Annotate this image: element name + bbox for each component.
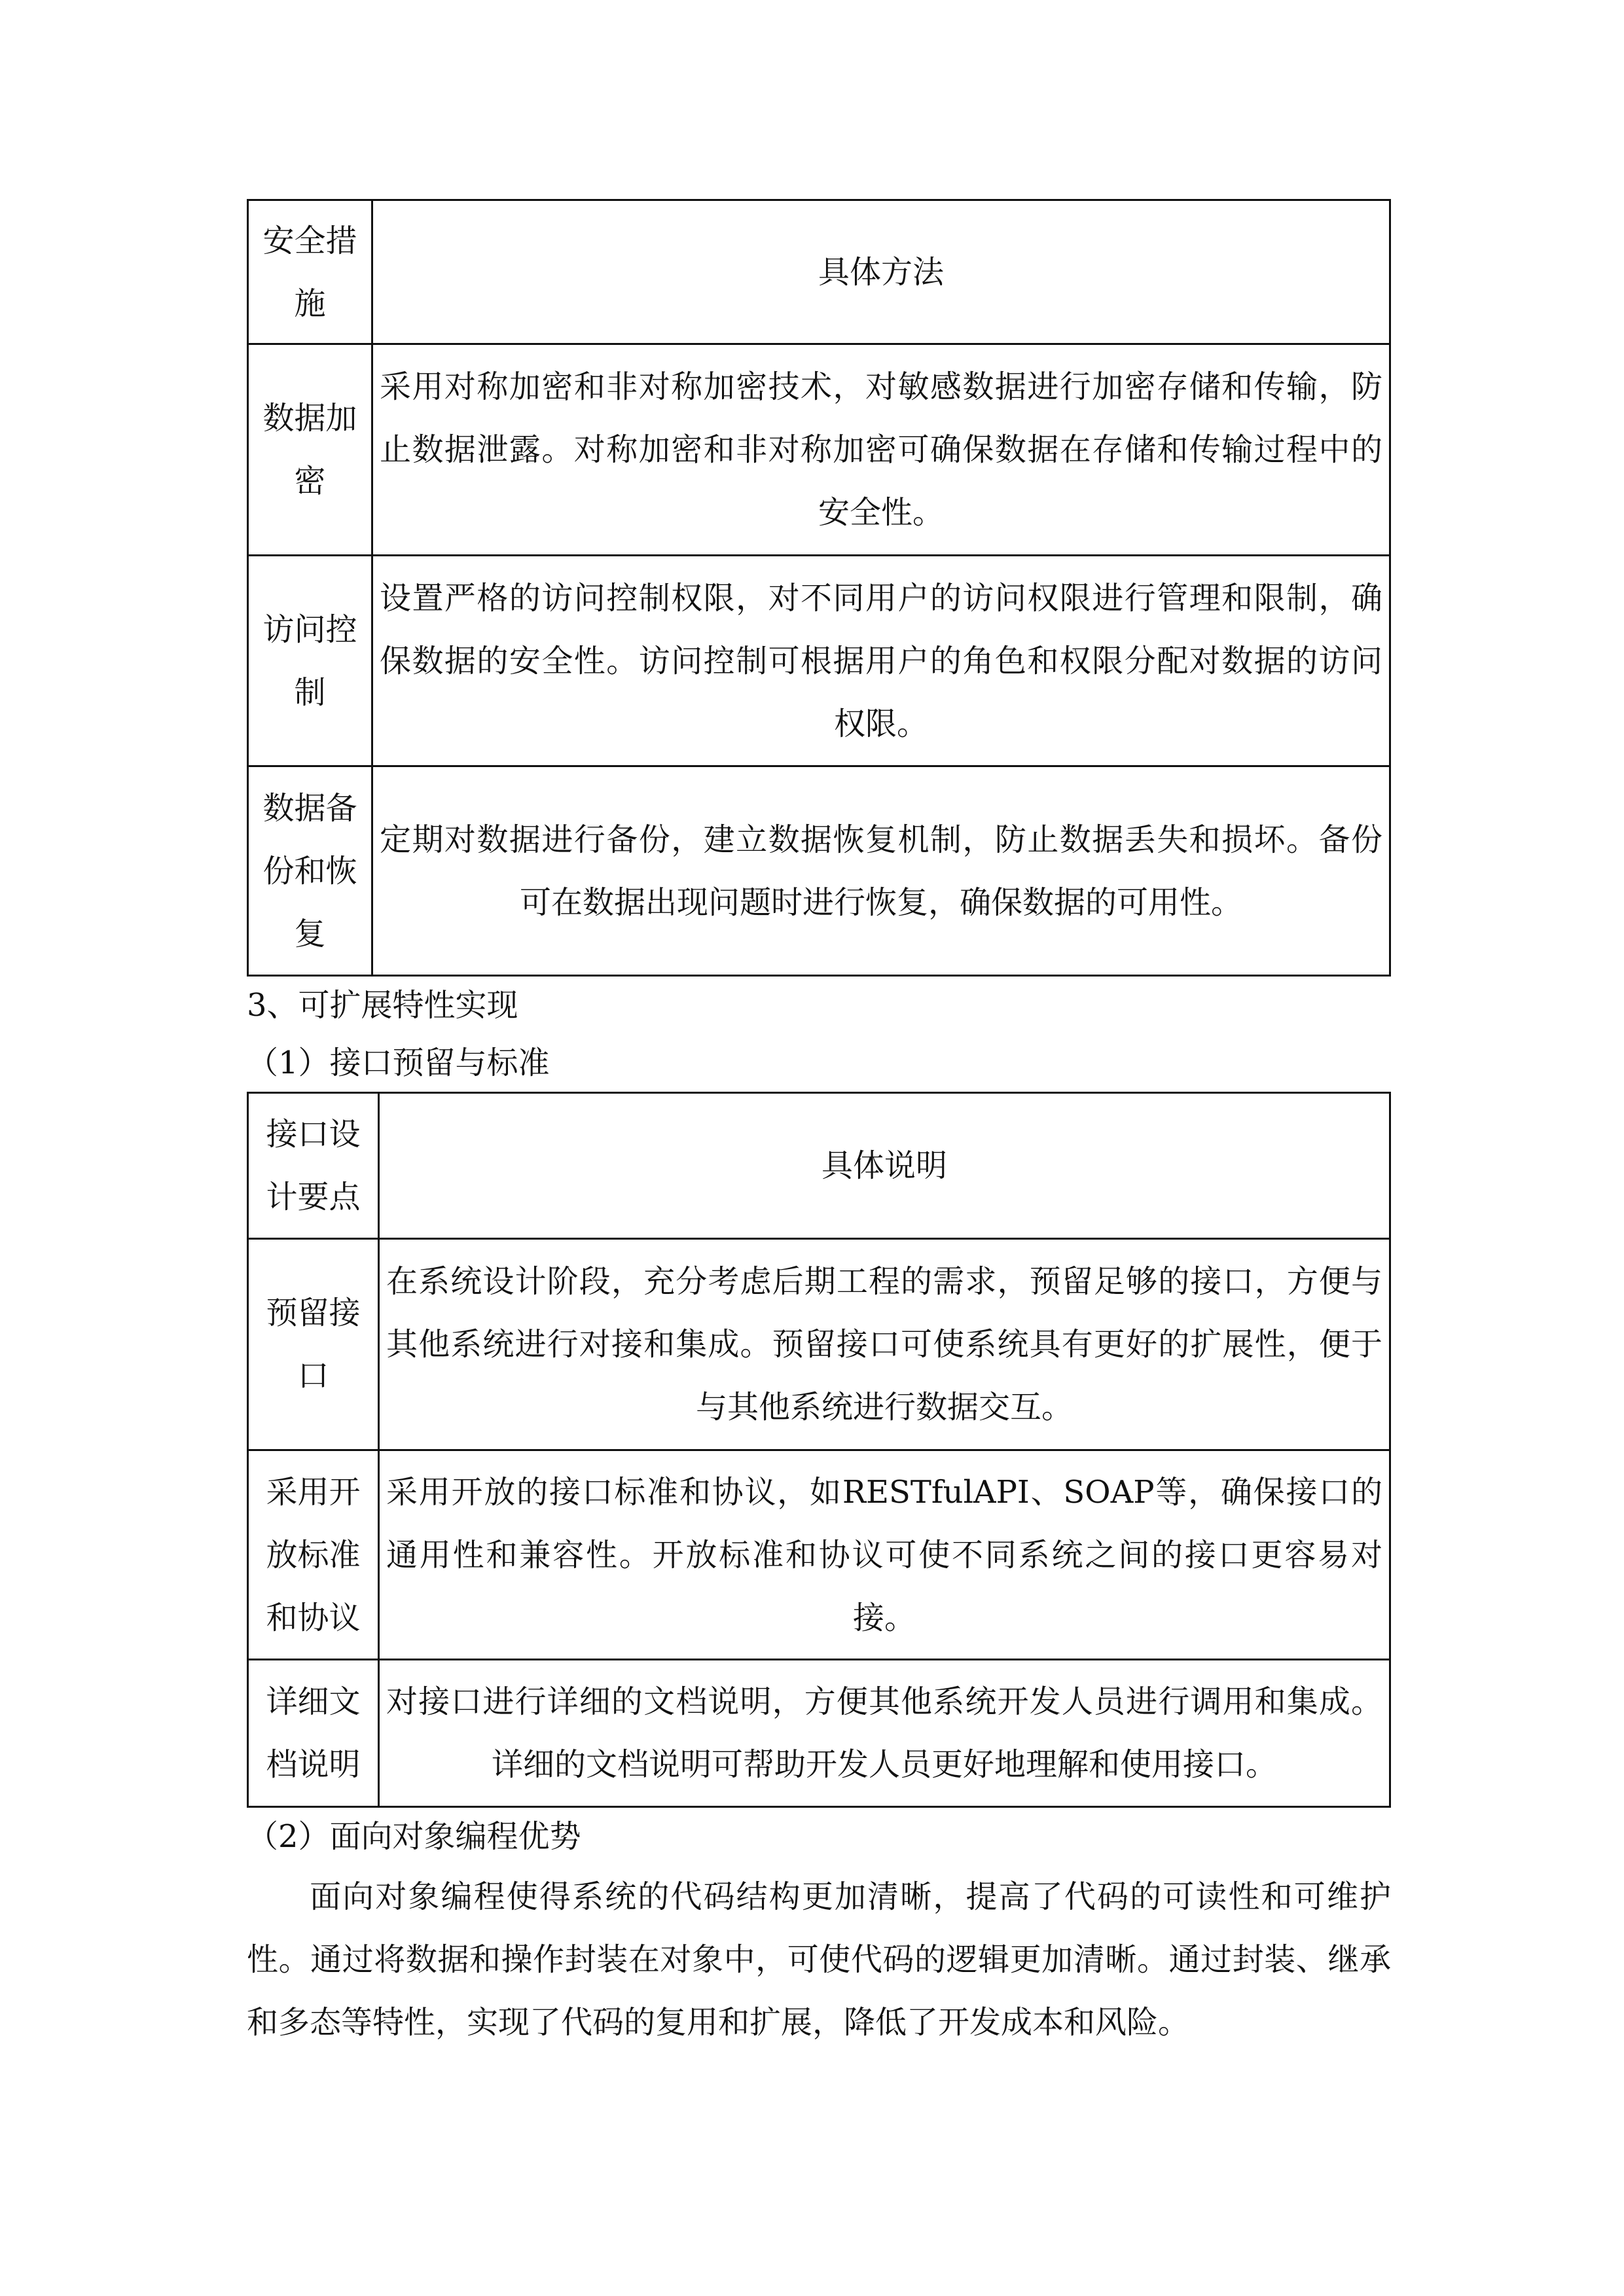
- table-header-row: [248, 200, 1390, 344]
- interface-design-table: [247, 1092, 1391, 1808]
- row-value: 定期对数据进行备份，建立数据恢复机制，防止数据丢失和损坏。备份可在数据出现问题时进行恢复，确保数据的可用性。: [372, 766, 1390, 976]
- row-key: 预留接口: [248, 1239, 379, 1450]
- row-value: 对接口进行详细的文档说明，方便其他系统开发人员进行调用和集成。详细的文档说明可帮助开发人员更好地理解和使用接口。: [379, 1660, 1390, 1807]
- subsection-heading: （1）接口预留与标准: [247, 1045, 550, 1081]
- header-key: 接口设计要点: [248, 1093, 379, 1239]
- row-key: 数据加密: [248, 344, 372, 556]
- table-row: [248, 1450, 1390, 1660]
- row-key: 详细文档说明: [248, 1660, 379, 1807]
- table-row: [248, 344, 1390, 556]
- header-value: 具体说明: [379, 1093, 1390, 1239]
- header-value: 具体方法: [372, 200, 1390, 344]
- header-key: 安全措施: [248, 200, 372, 344]
- document-body: [247, 0, 1391, 2054]
- table-row: [248, 1239, 1390, 1450]
- table-row: [248, 556, 1390, 766]
- subsection-heading: （2）面向对象编程优势: [247, 1818, 581, 1855]
- row-value: 采用对称加密和非对称加密技术，对敏感数据进行加密存储和传输，防止数据泄露。对称加密和非对称加密可确保数据在存储和传输过程中的安全性。: [372, 344, 1390, 556]
- table-row: [248, 1660, 1390, 1807]
- row-value: 设置严格的访问控制权限，对不同用户的访问权限进行管理和限制，确保数据的安全性。访问控制可根据用户的角色和权限分配对数据的访问权限。: [372, 556, 1390, 766]
- row-value: 采用开放的接口标准和协议，如RESTfulAPI、SOAP等，确保接口的通用性和兼容性。开放标准和协议可使不同系统之间的接口更容易对接。: [379, 1450, 1390, 1660]
- security-measures-table: [247, 199, 1391, 977]
- row-key: 数据备份和恢复: [248, 766, 372, 976]
- row-key: 访问控制: [248, 556, 372, 766]
- section-heading: 3、可扩展特性实现: [247, 987, 518, 1024]
- row-value: 在系统设计阶段，充分考虑后期工程的需求，预留足够的接口，方便与其他系统进行对接和集成。预留接口可使系统具有更好的扩展性，便于与其他系统进行数据交互。: [379, 1239, 1390, 1450]
- table-header-row: [248, 1093, 1390, 1239]
- table-row: [248, 766, 1390, 976]
- body-paragraph: 面向对象编程使得系统的代码结构更加清晰，提高了代码的可读性和可维护性。通过将数据和操作封装在对象中，可使代码的逻辑更加清晰。通过封装、继承和多态等特性，实现了代码的复用和扩展，降低了开发成本和风险。: [247, 1878, 1391, 2041]
- row-key: 采用开放标准和协议: [248, 1450, 379, 1660]
